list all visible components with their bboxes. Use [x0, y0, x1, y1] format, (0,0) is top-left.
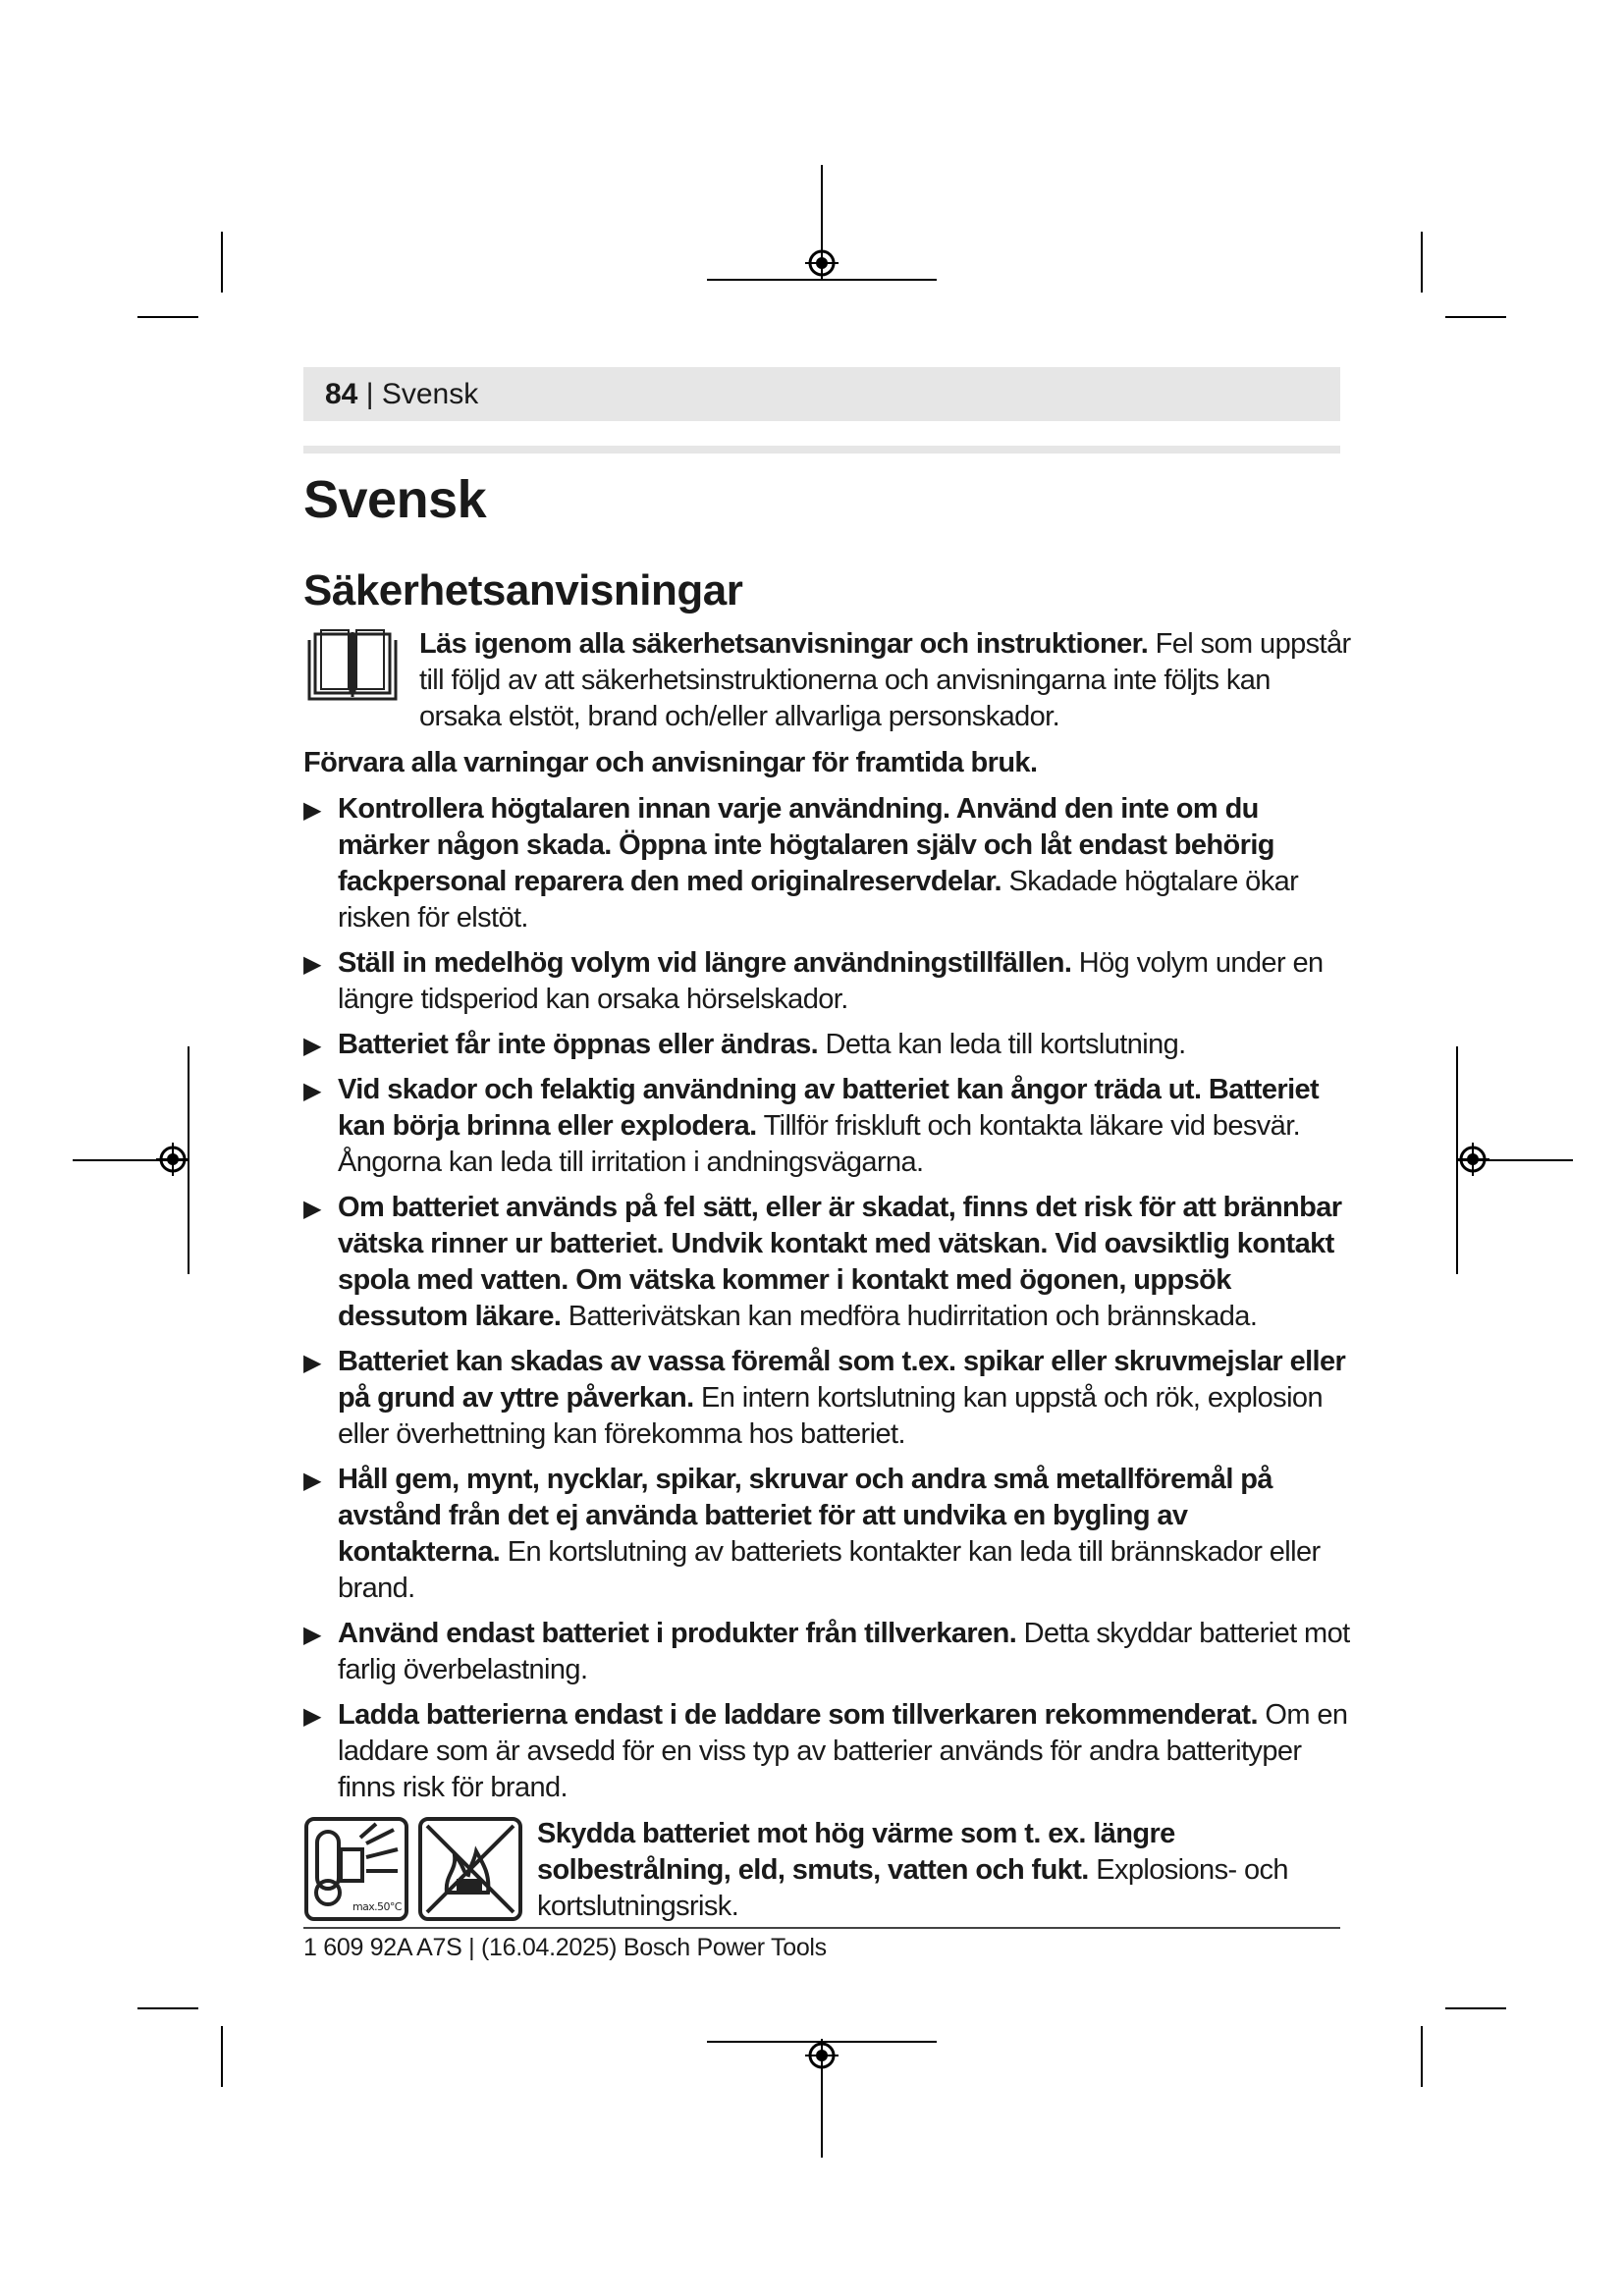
warning-item	[303, 1697, 1352, 1806]
intro-paragraph	[419, 626, 1352, 735]
no-fire-water-icon	[417, 1816, 523, 1922]
book-icon	[303, 626, 402, 705]
intro-bold: Läs igenom alla säkerhetsanvisningar och instruktioner.	[419, 628, 1149, 660]
crop-mark	[137, 2007, 198, 2009]
warning-item	[303, 791, 1352, 936]
warning-item	[303, 1072, 1352, 1181]
registration-target-icon	[805, 246, 839, 280]
crop-mark	[1445, 2007, 1506, 2009]
crop-mark	[137, 316, 198, 318]
warning-bold: Kontrollera högtalaren innan varje användning. Använd den inte om du märker någon skada. Öppna inte högtalaren själv och låt endast behörig fackpersonal reparera den med originalreservdelar.	[338, 793, 1274, 897]
warnings-list	[303, 791, 1352, 1806]
bullet-arrow-icon: ▶	[303, 1033, 321, 1059]
warning-text: Hög volym under en längre tidsperiod kan orsaka hörselskador.	[338, 947, 1324, 1015]
warning-bold: Vid skador och felaktig användning av batteriet kan ångor träda ut. Batteriet kan börja brinna eller explodera.	[338, 1074, 1320, 1142]
warning-bold: Ställ in medelhög volym vid längre användningstillfällen.	[338, 947, 1072, 979]
bullet-arrow-icon: ▶	[303, 951, 321, 978]
footer: 1 609 92A A7S | (16.04.2025) Bosch Power Tools	[303, 1934, 827, 1961]
storage-note: Förvara alla varningar och anvisningar för framtida bruk.	[303, 747, 1038, 778]
bullet-arrow-icon: ▶	[303, 1196, 321, 1222]
footer-rule	[303, 1927, 1340, 1929]
bullet-arrow-icon: ▶	[303, 797, 321, 824]
header-separator: |	[357, 377, 382, 410]
warning-text: Batterivätskan kan medföra hudirritation och brännskada.	[561, 1301, 1258, 1332]
warning-item	[303, 1027, 1352, 1063]
warning-text: Om en laddare som är avsedd för en viss typ av batterier används för andra batterityper finns risk för brand.	[338, 1699, 1348, 1803]
crop-mark	[221, 2026, 223, 2087]
crop-mark	[221, 232, 223, 293]
page-number: 84	[325, 377, 358, 410]
protect-block	[303, 1816, 1352, 1925]
warning-text: Skadade högtalare ökar risken för elstöt.	[338, 866, 1299, 934]
heat-warning-icon	[303, 1816, 409, 1922]
warning-text: Detta kan leda till kortslutning.	[818, 1029, 1186, 1060]
page-header	[303, 367, 1340, 421]
warning-bold: Om batteriet används på fel sätt, eller är skadat, finns det risk för att brännbar vätska rinner ur batteriet. Undvik kontakt med vätskan. Vid oavsiktlig kontakt spola med vatten. Om vätska kommer i kontakt med ögonen, uppsök dessutom läkare.	[338, 1192, 1342, 1332]
warning-item	[303, 945, 1352, 1018]
crop-mark	[1445, 316, 1506, 318]
warning-bold: Håll gem, mynt, nycklar, spikar, skruvar och andra små metallföremål på avstånd från det ej använda batteriet för att undvika en bygling av kontakterna.	[338, 1464, 1272, 1568]
bullet-arrow-icon: ▶	[303, 1703, 321, 1730]
warning-text: Tillför friskluft och kontakta läkare vid besvär. Ångorna kan leda till irritation i andningsvägarna.	[338, 1110, 1301, 1178]
warning-bold: Använd endast batteriet i produkter från tillverkaren.	[338, 1618, 1017, 1649]
warning-bold: Batteriet får inte öppnas eller ändras.	[338, 1029, 819, 1060]
section-title: Säkerhetsanvisningar	[303, 566, 743, 614]
crop-mark	[1421, 2026, 1423, 2087]
protect-text: Explosions- och kortslutningsrisk.	[537, 1854, 1288, 1922]
warning-item	[303, 1616, 1352, 1688]
warning-text: En kortslutning av batteriets kontakter kan leda till brännskador eller brand.	[338, 1536, 1321, 1604]
bullet-arrow-icon: ▶	[303, 1468, 321, 1494]
warning-text: En intern kortslutning kan uppstå och rök, explosion eller överhettning kan förekomma hos batteriet.	[338, 1382, 1323, 1450]
registration-target-icon	[805, 2039, 839, 2072]
warning-bold: Ladda batterierna endast i de laddare som tillverkaren rekommenderat.	[338, 1699, 1258, 1731]
warning-item	[303, 1190, 1352, 1335]
intro-block	[303, 626, 1352, 735]
bullet-arrow-icon: ▶	[303, 1078, 321, 1104]
header-section: Svensk	[381, 377, 479, 410]
heat-label: max.50°C	[352, 1900, 402, 1913]
header-rule	[303, 446, 1340, 454]
page-title: Svensk	[303, 470, 487, 529]
crop-mark	[1421, 232, 1423, 293]
protect-bold: Skydda batteriet mot hög värme som t. ex. längre solbestrålning, eld, smuts, vatten och fukt.	[537, 1818, 1175, 1886]
warning-item	[303, 1462, 1352, 1607]
registration-target-icon	[156, 1143, 189, 1176]
bullet-arrow-icon: ▶	[303, 1350, 321, 1376]
protect-paragraph	[537, 1816, 1352, 1925]
warning-text: Detta skyddar batteriet mot farlig överbelastning.	[338, 1618, 1350, 1685]
intro-text: Fel som uppstår till följd av att säkerhetsinstruktionerna och anvisningarna inte följts kan orsaka elstöt, brand och/eller allvarliga personskador.	[419, 628, 1351, 732]
warning-bold: Batteriet kan skadas av vassa föremål som t.ex. spikar eller skruvmejslar eller på grund av yttre påverkan.	[338, 1346, 1346, 1414]
warning-item	[303, 1344, 1352, 1453]
registration-target-icon	[1456, 1143, 1489, 1176]
content	[303, 469, 1352, 1925]
bullet-arrow-icon: ▶	[303, 1622, 321, 1648]
